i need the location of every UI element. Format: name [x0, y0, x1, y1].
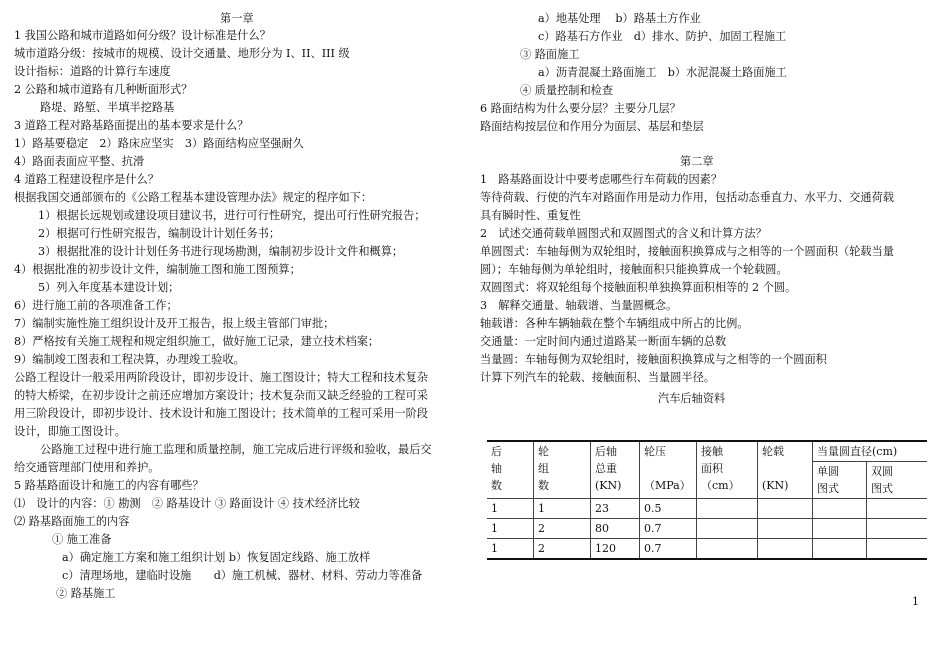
header-rear-axle-weight: 后轴 总重 (KN) [591, 441, 640, 499]
table-cell [758, 539, 813, 560]
text-line: ⑵ 路基路面施工的内容 [14, 515, 130, 528]
list-item: 1）根据长远规划或建设项目建议书，进行可行性研究，提出可行性研究报告； [38, 209, 426, 222]
text-line: 路堤、路堑、半填半挖路基 [40, 101, 175, 114]
paragraph-line: 设计，即施工图设计。 [14, 425, 126, 438]
chapter-one-heading: 第一章 [220, 12, 254, 25]
table-cell: 1 [534, 499, 591, 519]
text-line: a）确定施工方案和施工组织计划 b）恢复固定线路、施工放样 [62, 551, 371, 564]
table-row [487, 499, 927, 519]
header-tire-pressure-label: 轮压 [644, 445, 666, 458]
text-line: 等待荷载、行使的汽车对路面作用是动力作用，包括动态垂直力、水平力、交通荷载 [480, 191, 894, 204]
question-4: 4 道路工程建设程序是什么？ [14, 173, 159, 186]
table-row [487, 539, 927, 560]
table-cell [813, 539, 867, 560]
table-cell: 80 [591, 519, 640, 539]
question-2: 2 试述交通荷载单圆图式和双圆图式的含义和计算方法？ [480, 227, 767, 240]
text-line: 1）路基要稳定 2）路床应坚实 3）路面结构应坚强耐久 [14, 137, 304, 150]
table-cell [758, 519, 813, 539]
table-row [487, 519, 927, 539]
list-item: 2）根据可行性研究报告，编制设计计划任务书； [38, 227, 281, 240]
paragraph-line: 的特大桥梁，在初步设计之前还应增加方案设计；技术复杂而又缺乏经验的工程可采 [14, 389, 428, 402]
text-line: c）路基石方作业 d）排水、防护、加固工程施工 [538, 30, 787, 43]
question-3: 3 解释交通量、轴载谱、当量圆概念。 [480, 299, 678, 312]
table-cell: 1 [487, 519, 534, 539]
text-line: ④ 质量控制和检查 [520, 84, 614, 97]
text-line: 计算下列汽车的轮载、接触面积、当量圆半径。 [480, 371, 715, 384]
text-line: ② 路基施工 [56, 587, 116, 600]
list-item: 9）编制竣工图表和工程决算，办理竣工验收。 [14, 353, 245, 366]
text-line: 根据我国交通部颁布的《公路工程基本建设管理办法》规定的程序如下： [14, 191, 373, 204]
text-line: ⑴ 设计的内容：① 勘测 ② 路基设计 ③ 路面设计 ④ 技术经济比较 [14, 497, 360, 510]
header-wheel-load-label: 轮载 [762, 445, 784, 458]
text-line: 当量圆：车轴每侧为双轮组时，接触面积换算成与之相等的一个圆面积 [480, 353, 827, 366]
list-item: 5）列入年度基本建设计划； [38, 281, 180, 294]
question-1: 1 路基路面设计中要考虑哪些行车荷载的因素？ [480, 173, 723, 186]
text-line: c）清理场地，建临时设施 d）施工机械、器材、材料、劳动力等准备 [62, 569, 423, 582]
list-item: 3）根据批准的设计计划任务书进行现场勘测，编制初步设计文件和概算； [38, 245, 404, 258]
header-equiv-circle-diameter: 当量圆直径(cm) [813, 441, 928, 462]
header-wheel-load-unit: (KN) [762, 479, 789, 492]
question-2: 2 公路和城市道路有几种断面形式？ [14, 83, 193, 96]
header-single-circle: 单圆 图式 [813, 462, 867, 499]
table-cell [758, 499, 813, 519]
header-axle-count: 后 轴 数 [487, 441, 534, 499]
table-cell: 23 [591, 499, 640, 519]
paragraph-line: 用三阶段设计，即初步设计、技术设计和施工图设计；技术简单的工程可采用一阶段 [14, 407, 428, 420]
table-cell [867, 519, 928, 539]
table-cell [813, 519, 867, 539]
header-double-circle: 双圆 图式 [867, 462, 928, 499]
text-line: ① 施工准备 [52, 533, 112, 546]
table-cell [867, 499, 928, 519]
table-cell: 0.5 [640, 499, 697, 519]
header-wheel-group-count: 轮 组 数 [534, 441, 591, 499]
list-item: 8）严格按有关施工规程和规定组织施工，做好施工记录，建立技术档案； [14, 335, 380, 348]
question-3: 3 道路工程对路基路面提出的基本要求是什么？ [14, 119, 249, 132]
table-cell: 2 [534, 519, 591, 539]
chapter-two-heading: 第二章 [680, 155, 714, 168]
header-wheel-load [758, 441, 813, 499]
table-cell [697, 539, 758, 560]
list-item: 6）进行施工前的各项准备工作； [14, 299, 178, 312]
table-cell [697, 519, 758, 539]
table-cell: 0.7 [640, 519, 697, 539]
question-6: 6 路面结构为什么要分层？主要分几层？ [480, 102, 681, 115]
text-line: 路面结构按层位和作用分为面层、基层和垫层 [480, 120, 704, 133]
header-contact-area: 接触 面积 （cm） [697, 441, 758, 499]
text-line: 4）路面表面应平整、抗滑 [14, 155, 145, 168]
paragraph-line: 公路工程设计一般采用两阶段设计，即初步设计、施工图设计；特大工程和技术复杂 [14, 371, 428, 384]
list-item: 4）根据批准的初步设计文件，编制施工图和施工图预算； [14, 263, 301, 276]
table-cell: 0.7 [640, 539, 697, 560]
text-line: 轴载谱：各种车辆轴载在整个车辆组成中所占的比例。 [480, 317, 749, 330]
text-line: 双圆图式：将双轮组每个接触面积单独换算面积相等的 2 个圆。 [480, 281, 797, 294]
text-line: 圆）；车轴每侧为单轮组时，接触面积只能换算成一个轮载圆。 [480, 263, 788, 276]
page-number: 1 [912, 595, 919, 608]
table-cell [813, 499, 867, 519]
text-line: a）沥青混凝土路面施工 b）水泥混凝土路面施工 [538, 66, 787, 79]
header-tire-pressure [640, 441, 697, 499]
text-line: 具有瞬时性、重复性 [480, 209, 581, 222]
text-line: 城市道路分级：按城市的规模、设计交通量、地形分为 I、II、III 级 [14, 47, 350, 60]
rear-axle-table [487, 440, 927, 560]
paragraph-line: 公路施工过程中进行施工监理和质量控制，施工完成后进行评级和验收，最后交 [40, 443, 432, 456]
text-line: a）地基处理 b）路基土方作业 [538, 12, 701, 25]
table-cell: 1 [487, 539, 534, 560]
table-cell: 2 [534, 539, 591, 560]
question-5: 5 路基路面设计和施工的内容有哪些？ [14, 479, 204, 492]
header-tire-pressure-unit: （MPa） [644, 479, 691, 492]
text-line: 设计指标：道路的计算行车速度 [14, 65, 171, 78]
table-header-row [487, 441, 927, 462]
table-cell [697, 499, 758, 519]
paragraph-line: 给交通管理部门使用和养护。 [14, 461, 160, 474]
table-caption: 汽车后轴资料 [658, 392, 726, 405]
table-cell [867, 539, 928, 560]
text-line: 单圆图式：车轴每侧为双轮组时，接触面积换算成与之相等的一个圆面积（轮载当量 [480, 245, 894, 258]
table-cell: 1 [487, 499, 534, 519]
text-line: 交通量：一定时间内通过道路某一断面车辆的总数 [480, 335, 727, 348]
text-line: ③ 路面施工 [520, 48, 580, 61]
list-item: 7）编制实施性施工组织设计及开工报告，报上级主管部门审批； [14, 317, 335, 330]
question-1: 1 我国公路和城市道路如何分级？设计标准是什么？ [14, 29, 271, 42]
table-cell: 120 [591, 539, 640, 560]
